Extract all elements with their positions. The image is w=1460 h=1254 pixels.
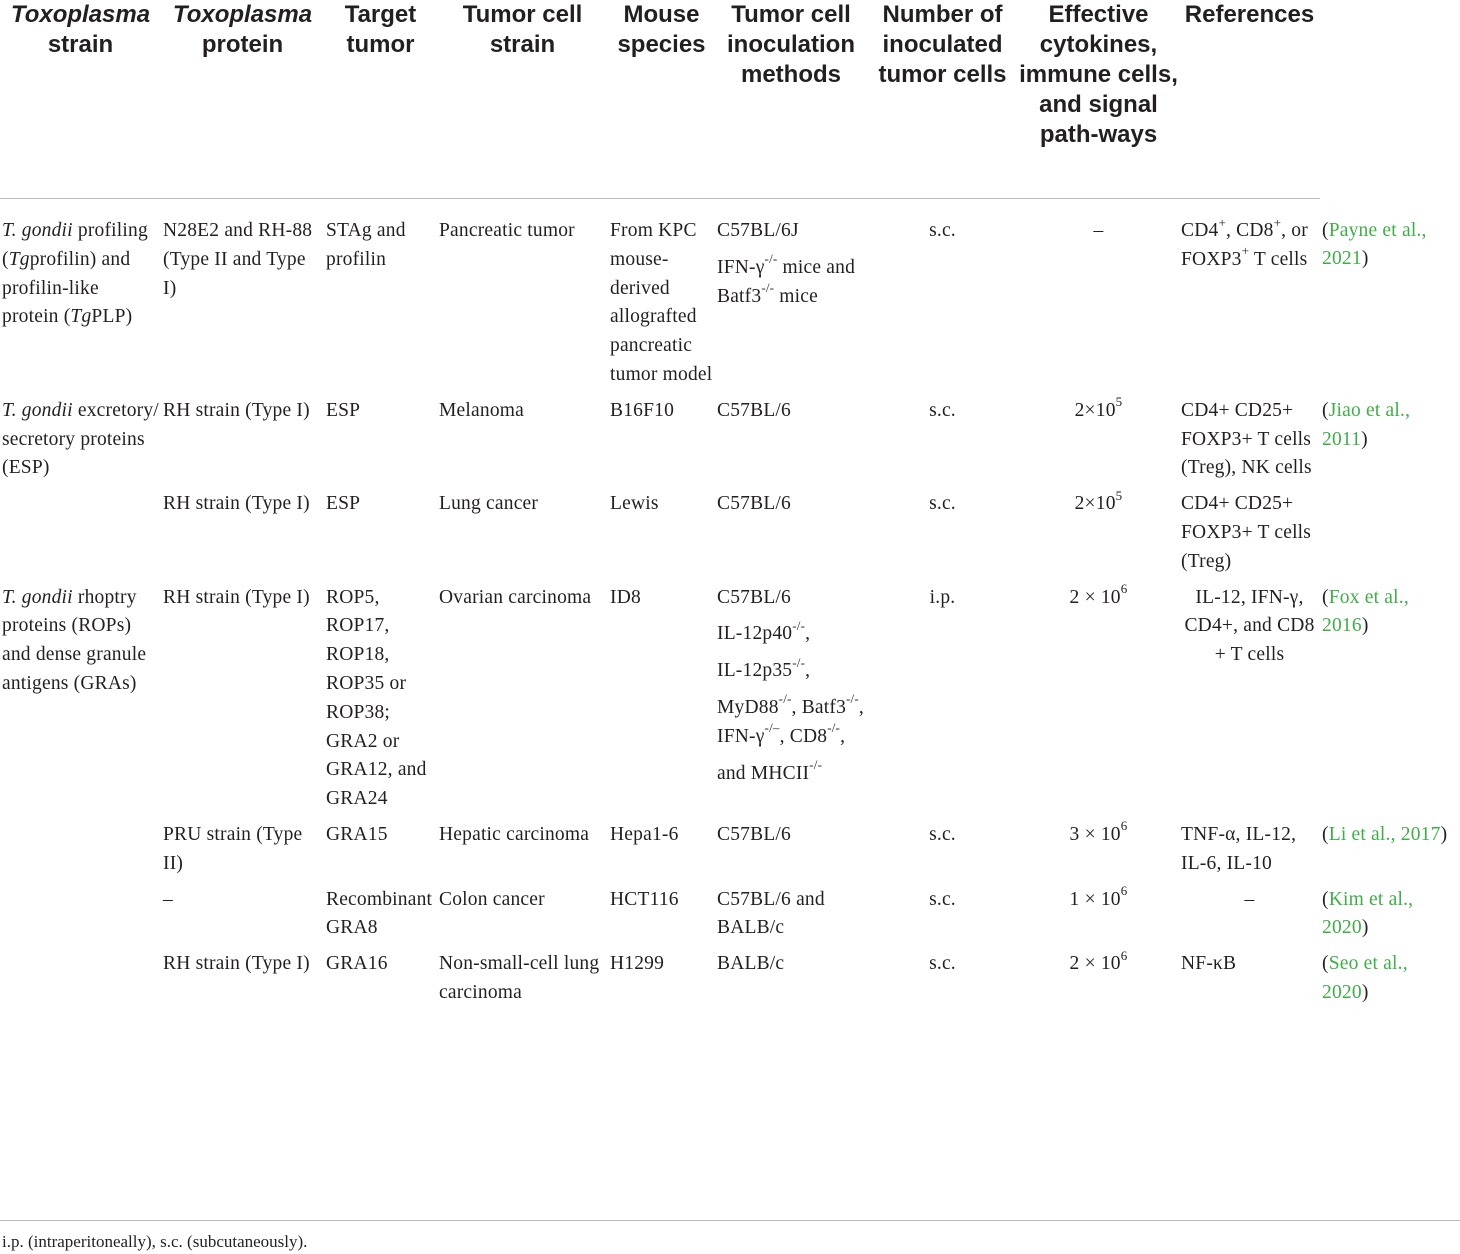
header-tumor-cell-strain: Tumor cell strain <box>437 0 608 199</box>
cell-number: $2 \times 10^6$ <box>1069 947 1128 975</box>
cell-cytokines: CD4+ CD25+ FOXP3+ T cells (Treg), NK cells <box>1181 399 1312 479</box>
cell-strain: RH strain (Type I) <box>163 586 310 608</box>
header-mouse-species: Mouse species <box>608 0 715 199</box>
cell-mouse: C57BL/6 <box>717 399 791 421</box>
cell-cell-strain: From KPC mouse-derived allografted pancreatic tumor model <box>610 220 713 385</box>
cell-tumor: Colon cancer <box>439 888 545 910</box>
table-body <box>0 199 1460 1015</box>
cell-reference: (Li et al., 2017) <box>1322 823 1448 845</box>
cell-cell-strain: Lewis <box>610 493 659 515</box>
cell-cytokines: – <box>1244 888 1255 910</box>
cell-strain: PRU strain (Type II) <box>163 823 303 874</box>
cell-number: $1 \times 10^6$ <box>1069 883 1128 910</box>
cell-mouse: C57BL/6J IFN-γ-/- mice and Batf3-/- mice <box>717 220 856 307</box>
cell-tumor: Hepatic carcinoma <box>439 823 590 845</box>
cell-method: s.c. <box>929 399 956 421</box>
cell-mouse: C57BL/6 and BALB/c <box>717 888 825 939</box>
table-header <box>0 0 1460 199</box>
cell-method: s.c. <box>929 953 956 975</box>
cell-reference: (Kim et al., 2020) <box>1322 888 1414 939</box>
header-references: References <box>1179 0 1320 199</box>
cell-number: – <box>1093 220 1104 241</box>
cell-cell-strain: H1299 <box>610 953 665 975</box>
table-row <box>0 397 1460 490</box>
table-row <box>0 950 1460 1015</box>
cell-number: $2 \times 10^6$ <box>1069 581 1128 608</box>
cell-protein: GRA16 <box>326 953 388 975</box>
cell-method: s.c. <box>929 220 956 241</box>
cell-protein: ROP5, ROP17, ROP18, ROP35 or ROP38; GRA2 or GRA12, and GRA24 <box>326 586 427 810</box>
cell-method: s.c. <box>929 493 956 515</box>
cell-mouse: C57BL/6 IL-12p40-/-, IL-12p35-/-, MyD88-/-, Batf3-/-, IFN-γ-/–, CD8-/-, and MHCII-/- <box>717 586 864 784</box>
bottom-rule <box>0 1220 1460 1221</box>
cell-mouse: C57BL/6 <box>717 493 791 515</box>
cell-protein: Recombinant GRA8 <box>326 888 433 939</box>
cell-cell-strain: Hepa1-6 <box>610 823 679 845</box>
header-number-inoculated: Number of inoculated tumor cells <box>867 0 1018 199</box>
cell-cytokines: TNF-α, IL-12, IL-6, IL-10 <box>1181 823 1297 874</box>
cell-group <box>0 950 161 1015</box>
cell-tumor: Lung cancer <box>439 493 539 515</box>
cell-cytokines: IL-12, IFN-γ, CD4+, and CD8 + T cells <box>1184 586 1315 666</box>
cell-protein: ESP <box>326 493 361 515</box>
cell-cell-strain: ID8 <box>610 586 641 608</box>
cell-strain: RH strain (Type I) <box>163 493 310 515</box>
cell-group: T. gondii rhoptry proteins (ROPs) and dense granule antigens (GRAs) <box>2 586 147 694</box>
cell-protein: STAg and profilin <box>326 220 406 270</box>
header-row <box>0 0 1460 199</box>
cell-reference: (Jiao et al., 2011) <box>1322 399 1411 450</box>
cell-strain: N28E2 and RH-88 (Type II and Type I) <box>163 220 313 299</box>
cell-tumor: Pancreatic tumor <box>439 220 575 241</box>
reference-link[interactable]: Kim et al., 2020 <box>1322 888 1414 939</box>
cell-cell-strain: HCT116 <box>610 888 679 910</box>
cell-tumor: Ovarian carcinoma <box>439 586 592 608</box>
table-row <box>0 584 1460 821</box>
cell-group <box>0 886 161 951</box>
reference-link[interactable]: Seo et al., 2020 <box>1322 953 1408 1003</box>
cell-strain: RH strain (Type I) <box>163 399 310 421</box>
cell-number: $2\times 10^5$ <box>1074 394 1123 421</box>
cell-protein: ESP <box>326 399 361 421</box>
cell-strain: – <box>163 888 173 910</box>
cell-reference: (Seo et al., 2020) <box>1322 953 1408 1003</box>
cell-number: $3 \times 10^6$ <box>1069 818 1128 845</box>
cell-group <box>0 490 161 583</box>
reference-link[interactable]: Fox et al., 2016 <box>1322 586 1409 637</box>
table-footnote: i.p. (intraperitoneally), s.c. (subcutaneously). <box>2 1232 308 1251</box>
cell-tumor: Melanoma <box>439 399 524 421</box>
cell-number: $2\times 10^5$ <box>1074 487 1123 515</box>
reference-link[interactable]: Payne et al., 2021 <box>1322 219 1427 270</box>
cell-cytokines: CD4+ CD25+ FOXP3+ T cells (Treg) <box>1181 493 1312 572</box>
cell-cell-strain: B16F10 <box>610 399 675 421</box>
cell-group: T. gondii profiling (Tgprofilin) and profilin-like protein (TgPLP) <box>2 220 148 328</box>
table-row <box>0 886 1460 951</box>
reference-link[interactable]: Jiao et al., 2011 <box>1322 399 1411 450</box>
table-row <box>0 199 1460 397</box>
cell-tumor: Non-small-cell lung carcinoma <box>439 953 600 1003</box>
cell-group: T. gondii excretory/ secretory proteins (ESP) <box>2 399 159 479</box>
header-effective-cytokines: Effective cytokines, immune cells, and signal path-ways <box>1018 0 1179 199</box>
cell-reference: (Payne et al., 2021) <box>1322 219 1427 270</box>
cell-reference <box>1320 490 1460 583</box>
cell-protein: GRA15 <box>326 823 388 845</box>
cell-reference: (Fox et al., 2016) <box>1322 586 1409 637</box>
cell-cytokines: NF-κB <box>1181 953 1237 975</box>
header-toxoplasma-protein: Toxoplasma protein <box>161 0 324 199</box>
cell-group <box>0 821 161 886</box>
cell-method: s.c. <box>929 823 956 845</box>
cell-cytokines: CD4+, CD8+, or FOXP3+ T cells <box>1181 214 1308 270</box>
header-inoculation-methods: Tumor cell inoculation methods <box>715 0 867 199</box>
table-row <box>0 490 1460 583</box>
cell-method: s.c. <box>929 888 956 910</box>
table-row <box>0 821 1460 886</box>
header-toxoplasma-strain: Toxoplasma strain <box>0 0 161 199</box>
cell-mouse: C57BL/6 <box>717 823 791 845</box>
header-target-tumor: Target tumor <box>324 0 437 199</box>
cell-method: i.p. <box>929 586 956 608</box>
reference-link[interactable]: Li et al., 2017 <box>1328 823 1441 845</box>
cell-strain: RH strain (Type I) <box>163 953 310 975</box>
cell-mouse: BALB/c <box>717 953 785 975</box>
